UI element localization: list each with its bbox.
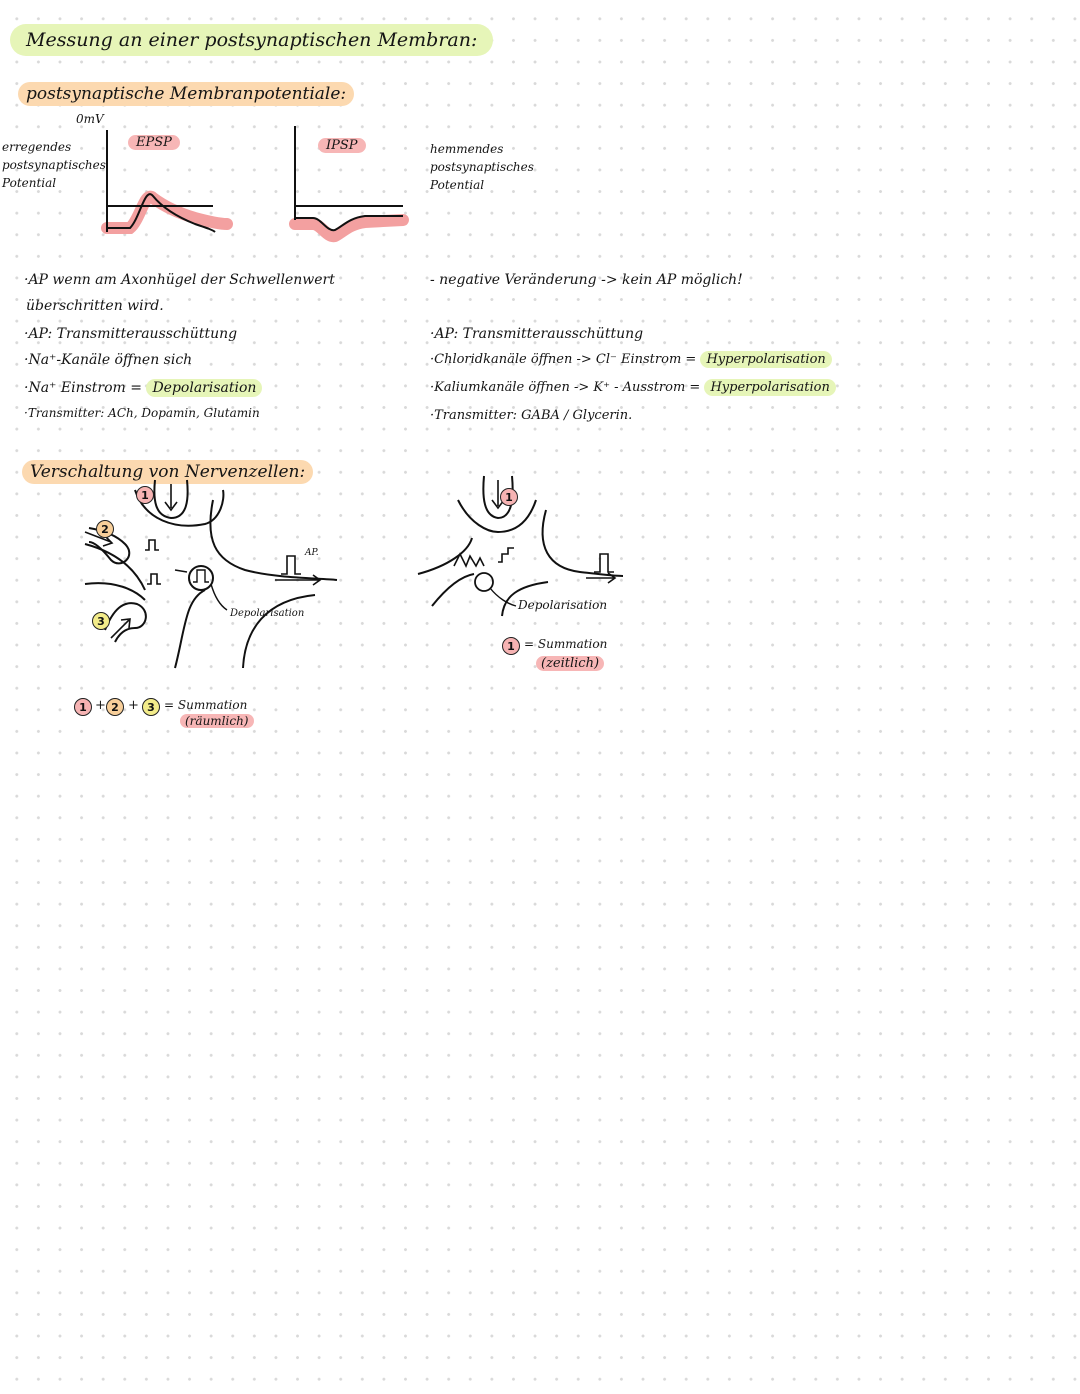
synapse-number-1: 1 <box>500 488 518 506</box>
ipsp-note-line: ·AP: Transmitterausschüttung <box>430 326 644 342</box>
signal-arrow <box>175 570 187 572</box>
equation-number-1: 1 <box>74 698 92 716</box>
equation-number-3: 3 <box>142 698 160 716</box>
epsp-note-line: ·Na⁺-Kanäle öffnen sich <box>24 352 193 368</box>
neuron-outline <box>210 500 337 580</box>
zero-mv-label: 0mV <box>76 112 104 126</box>
neuron-outline <box>458 500 536 532</box>
neuron-outline <box>418 538 472 574</box>
epsp-note-line: überschritten wird. <box>26 298 164 314</box>
epsp-note-line: ·Transmitter: ACh, Dopamin, Glutamin <box>24 406 260 420</box>
epsp-note-text: ·Na⁺ Einstrom = <box>24 380 147 396</box>
depolarisation-highlight: Depolarisation <box>146 379 262 397</box>
ipsp-description-line: postsynaptisches <box>430 160 534 174</box>
epsp-graph <box>95 120 245 250</box>
neuron-outline <box>85 583 145 600</box>
epsp-highlight-stroke <box>107 197 227 228</box>
ipsp-description <box>430 140 534 194</box>
epsp-description <box>2 138 106 192</box>
epsp-description-line: postsynaptisches <box>2 158 106 172</box>
spatial-summation-diagram <box>75 480 365 680</box>
plus-sign: + <box>128 698 139 713</box>
ap-label: AP. <box>305 548 319 558</box>
neuron-outline <box>543 510 623 576</box>
equation-number-1: 1 <box>502 637 520 655</box>
epsp-label: EPSP <box>128 135 180 150</box>
presynaptic-arrow <box>165 484 177 510</box>
summation-label: = Summation <box>524 637 608 651</box>
ipsp-note-text: ·Kaliumkanäle öffnen -> K⁺ - Ausstrom = <box>430 380 705 395</box>
ipsp-note-line: ·Transmitter: GABA / Glycerin. <box>430 408 633 423</box>
depolarisation-label: Depolarisation <box>230 608 305 619</box>
depolarisation-label: Depolarisation <box>518 598 608 612</box>
ipsp-description-line: hemmendes <box>430 142 504 156</box>
plus-sign: + <box>95 698 106 713</box>
section-heading-wiring: Verschaltung von Nervenzellen: <box>22 460 313 484</box>
ipsp-note-line-with-highlight <box>430 352 832 367</box>
temporal-summation-type: (zeitlich) <box>536 656 604 671</box>
ipsp-note-line-with-highlight <box>430 380 836 395</box>
ipsp-highlight-stroke <box>295 220 403 236</box>
synapse-number-3: 3 <box>92 612 110 630</box>
spatial-summation-type: (räumlich) <box>180 714 254 728</box>
ipsp-graph <box>285 120 420 250</box>
hyperpolarisation-highlight: Hyperpolarisation <box>700 351 831 368</box>
synapse-number-2: 2 <box>96 520 114 538</box>
epsp-note-line-with-highlight <box>24 380 262 396</box>
signal-step <box>498 548 514 562</box>
summed-signal <box>454 554 484 566</box>
section-heading-membrane-potentials: postsynaptische Membranpotentiale: <box>18 82 354 106</box>
ipsp-label: IPSP <box>318 138 366 153</box>
depolarisation-pointer <box>490 588 516 606</box>
neuron-outline <box>432 574 474 606</box>
epsp-description-line: erregendes <box>2 140 72 154</box>
epsp-note-line: ·AP: Transmitterausschüttung <box>24 326 238 342</box>
neuron-outline <box>175 590 205 668</box>
action-potential-spike <box>594 554 614 572</box>
action-potential-spike <box>281 556 301 574</box>
neuron-outline <box>243 595 315 668</box>
summation-label: = Summation <box>164 698 248 712</box>
page-title: Messung an einer postsynaptischen Membran: <box>10 24 493 56</box>
ipsp-note-text: ·Chloridkanäle öffnen -> Cl⁻ Einstrom = <box>430 352 701 367</box>
equation-number-2: 2 <box>106 698 124 716</box>
hyperpolarisation-highlight: Hyperpolarisation <box>704 379 835 396</box>
epsp-description-line: Potential <box>2 176 57 190</box>
signal-spike <box>193 570 209 582</box>
ipsp-description-line: Potential <box>430 178 485 192</box>
signal-spike <box>145 540 159 550</box>
depolarisation-pointer <box>211 584 227 610</box>
ipsp-note-line: - negative Veränderung -> kein AP möglich! <box>430 272 743 288</box>
temporal-summation-diagram <box>418 476 638 616</box>
epsp-note-line: ·AP wenn am Axonhügel der Schwellenwert <box>24 272 335 288</box>
signal-spike <box>147 574 161 584</box>
synapse-number-1: 1 <box>136 486 154 504</box>
